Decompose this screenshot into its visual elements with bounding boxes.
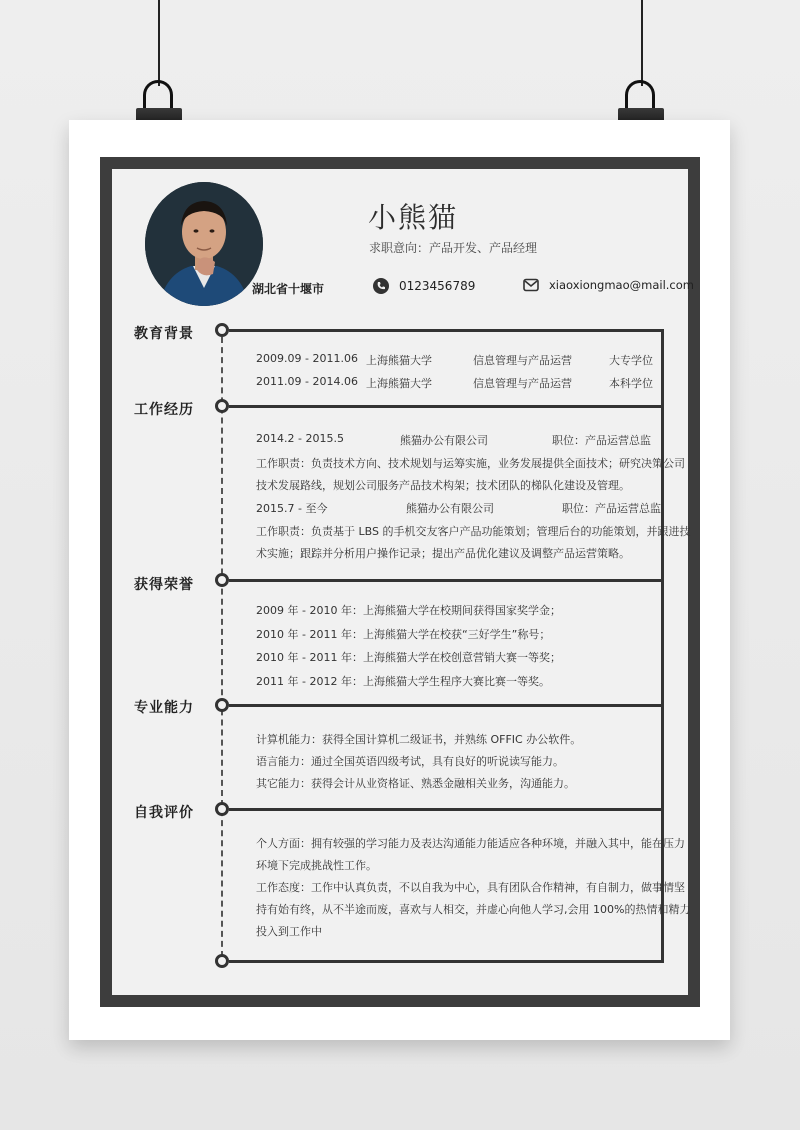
work-duty-line: 技术发展路线，规划公司服务产品技术构架；技术团队的梯队化建设及管理。 <box>256 479 630 492</box>
section-heading-skills: 专业能力 <box>134 700 194 716</box>
timeline-node <box>215 802 229 816</box>
timeline-node <box>215 399 229 413</box>
section-heading-work: 工作经历 <box>134 402 194 418</box>
section-heading-education: 教育背景 <box>134 326 194 342</box>
phone-icon <box>373 278 389 294</box>
section-side-rule <box>661 329 664 408</box>
candidate-name: 小熊猫 <box>368 201 459 234</box>
honor-item: 2011 年 - 2012 年：上海熊猫大学生程序大赛比赛一等奖。 <box>256 675 550 688</box>
timeline-spine <box>221 337 223 957</box>
section-rule <box>229 808 663 811</box>
section-rule <box>229 405 663 408</box>
mail-icon <box>523 278 539 292</box>
work-duty-line: 工作职责：负责技术方向、技术规划与运筹实施，业务发展提供全面技术；研究决策公司 <box>256 457 685 470</box>
self-eval-line: 环境下完成挑战性工作。 <box>256 859 377 872</box>
section-rule <box>229 329 663 332</box>
timeline-node <box>215 573 229 587</box>
hanging-string-left <box>158 0 160 86</box>
section-rule <box>229 579 663 582</box>
skill-item: 计算机能力：获得全国计算机二级证书，并熟练 OFFIC 办公软件。 <box>256 733 582 746</box>
email-address: xiaoxiongmao@mail.com <box>549 278 694 292</box>
self-eval-line: 个人方面：拥有较强的学习能力及表达沟通能力能适应各种环境，并融入其中，能在压力 <box>256 837 685 850</box>
work-duty-line: 工作职责：负责基于 LBS 的手机交友客户产品功能策划；管理后台的功能策划，并跟进技 <box>256 525 691 538</box>
section-side-rule <box>661 579 664 706</box>
hanging-string-right <box>641 0 643 86</box>
skill-item: 其它能力：获得会计从业资格证、熟悉金融相关业务，沟通能力。 <box>256 777 575 790</box>
section-heading-honors: 获得荣誉 <box>134 577 194 593</box>
self-eval-line: 工作态度：工作中认真负责，不以自我为中心，具有团队合作精神，有自制力，做事情坚 <box>256 881 685 894</box>
honor-item: 2010 年 - 2011 年：上海熊猫大学在校获“三好学生”称号； <box>256 628 551 641</box>
self-eval-line: 投入到工作中 <box>256 925 322 938</box>
timeline-node <box>215 698 229 712</box>
email-contact <box>523 278 694 292</box>
skill-item: 语言能力：通过全国英语四级考试，具有良好的听说读写能力。 <box>256 755 564 768</box>
location: 湖北省十堰市 <box>252 282 325 296</box>
closing-rule <box>229 960 663 963</box>
section-rule <box>229 704 663 707</box>
timeline-end-node <box>215 954 229 968</box>
phone-number: 0123456789 <box>399 279 476 293</box>
timeline-node <box>215 323 229 337</box>
self-eval-line: 持有始有终，从不半途而废，喜欢与人相交，并虚心向他人学习,会用 100%的热情和精力 <box>256 903 691 916</box>
work-duty-line: 术实施；跟踪并分析用户操作记录；提出产品优化建议及调整产品运营策略。 <box>256 547 630 560</box>
phone-contact <box>373 278 475 294</box>
section-side-rule <box>661 704 664 810</box>
honor-item: 2009 年 - 2010 年：上海熊猫大学在校期间获得国家奖学金； <box>256 604 561 617</box>
section-heading-self: 自我评价 <box>134 805 194 821</box>
honor-item: 2010 年 - 2011 年：上海熊猫大学在校创意营销大赛一等奖； <box>256 651 561 664</box>
section-side-rule <box>661 405 664 581</box>
job-intent: 求职意向：产品开发、产品经理 <box>369 241 538 255</box>
profile-photo <box>145 182 263 306</box>
person-portrait-icon <box>145 182 263 306</box>
